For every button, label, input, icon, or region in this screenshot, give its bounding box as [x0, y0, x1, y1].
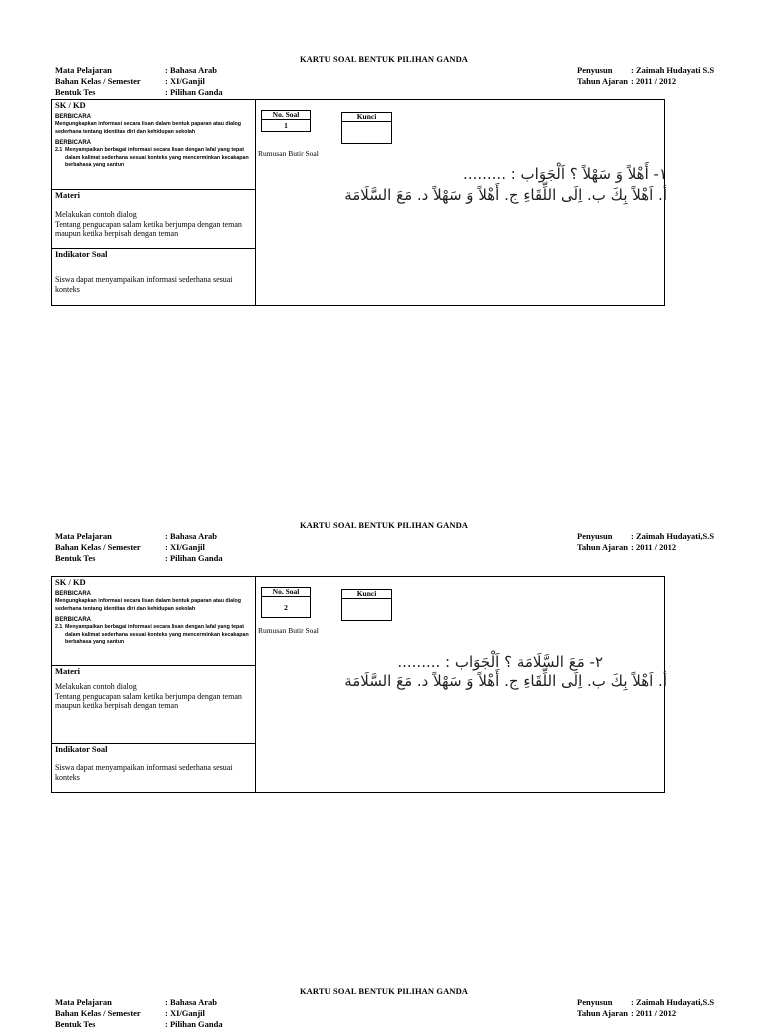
materi-label: Materi	[55, 190, 81, 200]
kunci-label: Kunci	[342, 590, 391, 599]
bentuk-tes-label: Bentuk Tes	[55, 553, 96, 563]
card-meta-left	[55, 531, 223, 564]
sk-text: Mengungkapkan informasi secara lisan dalam bentuk paparan atau dialog sederhana tentang identitas diri dan kehidupan sekolah	[55, 598, 242, 612]
indikator-text: Siswa dapat menyampaikan informasi sederhana sesuai konteks	[55, 763, 233, 782]
bahan-kelas-value: : XI/Ganjil	[165, 542, 205, 552]
bentuk-tes-label: Bentuk Tes	[55, 87, 96, 97]
penyusun-label: Penyusun	[577, 531, 613, 541]
no-soal-value: 1	[284, 121, 288, 130]
penyusun-value: : Zaimah Hudayati,S.S	[631, 531, 715, 541]
mata-pelajaran-label: Mata Pelajaran	[55, 65, 112, 75]
tahun-ajaran-label: Tahun Ajaran	[577, 542, 628, 552]
bahan-kelas-label: Bahan Kelas / Semester	[55, 542, 141, 552]
sk-heading: BERBICARA	[55, 114, 91, 120]
indikator-text: Siswa dapat menyampaikan informasi sederhana sesuai konteks	[55, 275, 233, 294]
tahun-ajaran-value: : 2011 / 2012	[631, 76, 677, 86]
indikator-label: Indikator Soal	[55, 744, 108, 754]
card-title: KARTU SOAL BENTUK PILIHAN GANDA	[299, 986, 469, 996]
mata-pelajaran-value: : Bahasa Arab	[165, 531, 217, 541]
tahun-ajaran-label: Tahun Ajaran	[577, 76, 628, 86]
question-text: ٢- مَعَ السَّلَامَة ؟ اَلْجَوَاب : .........	[397, 653, 603, 671]
materi-label: Materi	[55, 666, 81, 676]
card-title: KARTU SOAL BENTUK PILIHAN GANDA	[299, 520, 469, 530]
kd-text: Menyampaikan berbagai informasi secara lisan dengan lafal yang tepat dalam kalimat sederhana sesuai konteks yang mencerminkan kecakapan berbahasa yang santun	[65, 624, 249, 645]
bahan-kelas-value: : XI/Ganjil	[165, 76, 205, 86]
kd-heading: BERBICARA	[55, 140, 91, 146]
sk-kd-label: SK / KD	[55, 100, 86, 110]
mata-pelajaran-value: : Bahasa Arab	[165, 997, 217, 1007]
kd-item	[55, 624, 252, 647]
indikator-section	[52, 249, 255, 305]
penyusun-label: Penyusun	[577, 997, 613, 1007]
materi-section	[52, 666, 255, 744]
bahan-kelas-label: Bahan Kelas / Semester	[55, 76, 141, 86]
kunci-label: Kunci	[342, 113, 391, 122]
kd-item	[55, 147, 252, 170]
bentuk-tes-label: Bentuk Tes	[55, 1019, 96, 1029]
card-meta-right	[577, 65, 714, 87]
sk-kd-section	[52, 100, 255, 190]
card-title: KARTU SOAL BENTUK PILIHAN GANDA	[299, 54, 469, 64]
bentuk-tes-value: : Pilihan Ganda	[165, 1019, 223, 1029]
kd-heading: BERBICARA	[55, 617, 91, 623]
bahan-kelas-label: Bahan Kelas / Semester	[55, 1008, 141, 1018]
card-meta-left	[55, 997, 223, 1030]
card-frame	[51, 99, 665, 306]
bahan-kelas-value: : XI/Ganjil	[165, 1008, 205, 1018]
mata-pelajaran-label: Mata Pelajaran	[55, 531, 112, 541]
kunci-box	[341, 589, 392, 621]
kd-text: Menyampaikan berbagai informasi secara lisan dengan lafal yang tepat dalam kalimat sederhana sesuai konteks yang mencerminkan kecakapan berbahasa yang santun	[65, 147, 249, 168]
materi-text: Melakukan contoh dialog Tentang pengucapan salam ketika berjumpa dengan teman maupun ketika berpisah dengan teman	[55, 682, 242, 710]
sk-heading: BERBICARA	[55, 591, 91, 597]
answer-options: أ. اَهْلاً بِكَ ب. اِلَى اللِّقَاءِ ج. أَهْلاً وَ سَهْلاً د. مَعَ السَّلَامَة	[344, 672, 667, 690]
no-soal-box	[261, 587, 311, 618]
no-soal-label: No. Soal	[262, 588, 310, 597]
kd-number: 2.1	[55, 624, 63, 630]
mata-pelajaran-label: Mata Pelajaran	[55, 997, 112, 1007]
rumusan-label: Rumusan Butir Soal	[258, 626, 319, 635]
answer-options: أ. اَهْلاً بِكَ ب. اِلَى اللِّقَاءِ ج. أَهْلاً وَ سَهْلاً د. مَعَ السَّلَامَة	[344, 186, 667, 204]
question-text: ١- أَهْلاً وَ سَهْلاً ؟ اَلْجَوَاب : .........	[463, 165, 667, 183]
sk-kd-section	[52, 577, 255, 666]
sk-text: Mengungkapkan informasi secara lisan dalam bentuk paparan atau dialog sederhana tentang identitas diri dan kehidupan sekolah	[55, 121, 242, 135]
card-left-column	[52, 577, 256, 792]
card-meta-left	[55, 65, 223, 98]
penyusun-value: : Zaimah Hudayati S.S	[631, 65, 715, 75]
sk-kd-label: SK / KD	[55, 577, 86, 587]
penyusun-value: : Zaimah Hudayati,S.S	[631, 997, 715, 1007]
tahun-ajaran-value: : 2011 / 2012	[631, 542, 677, 552]
rumusan-label: Rumusan Butir Soal	[258, 149, 319, 158]
materi-section	[52, 190, 255, 249]
kd-number: 2.1	[55, 147, 63, 153]
card-meta-right	[577, 997, 714, 1019]
card-left-column	[52, 100, 256, 305]
materi-text: Melakukan contoh dialog Tentang pengucapan salam ketika berjumpa dengan teman maupun ketika berpisah dengan teman	[55, 210, 242, 238]
no-soal-box	[261, 110, 311, 132]
mata-pelajaran-value: : Bahasa Arab	[165, 65, 217, 75]
no-soal-label: No. Soal	[262, 111, 310, 120]
bentuk-tes-value: : Pilihan Ganda	[165, 87, 223, 97]
tahun-ajaran-label: Tahun Ajaran	[577, 1008, 628, 1018]
kunci-box	[341, 112, 392, 144]
penyusun-label: Penyusun	[577, 65, 613, 75]
card-meta-right	[577, 531, 714, 553]
indikator-label: Indikator Soal	[55, 249, 108, 259]
card-frame	[51, 576, 665, 793]
indikator-section	[52, 744, 255, 792]
no-soal-value: 2	[284, 603, 288, 612]
tahun-ajaran-value: : 2011 / 2012	[631, 1008, 677, 1018]
bentuk-tes-value: : Pilihan Ganda	[165, 553, 223, 563]
